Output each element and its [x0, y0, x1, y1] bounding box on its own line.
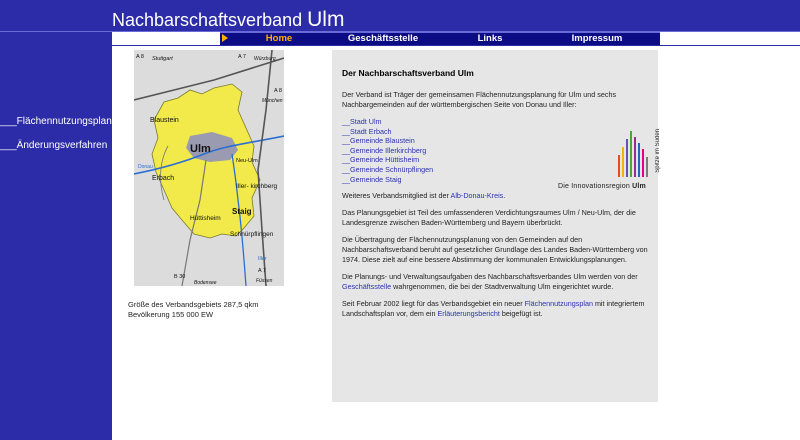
sidebar-nav [0, 112, 112, 156]
sidebar-item-flaechennutzungsplan[interactable]: ___Flächennutzungsplan [0, 116, 112, 127]
municipality-link-erbach[interactable]: __Stadt Erbach [342, 126, 392, 136]
plan-text-b: mit integriertem Landschaftsplan vor, dem ein [342, 299, 645, 319]
municipality-link-huettisheim[interactable]: __Gemeinde Hüttisheim [342, 155, 420, 165]
logo-bar [642, 149, 644, 177]
municipality-link-illerkirchberg[interactable]: __Gemeinde Illerkirchberg [342, 145, 427, 155]
map-label-stuttgart: Stuttgart [152, 56, 173, 62]
logo-bars [552, 125, 652, 181]
region-stats [128, 300, 259, 320]
map-label-neu-ulm: Neu-Ulm [236, 158, 258, 164]
map-label-muenchen: München [262, 98, 283, 104]
alb-donau-kreis-link[interactable]: Alb-Donau-Kreis [450, 191, 504, 201]
geschaeftsstelle-link[interactable]: Geschäftsstelle [342, 282, 392, 292]
logo-text-prefix: Die Innovationsregion [558, 183, 633, 190]
innovationsregion-logo [552, 125, 668, 201]
map-label-blaustein: Blaustein [150, 117, 179, 124]
content-panel [332, 50, 658, 402]
erlaeuterungsbericht-link[interactable]: Erläuterungsbericht [437, 309, 500, 319]
logo-bar [622, 147, 624, 177]
plan-text-c: beigefügt ist. [499, 309, 543, 319]
planning-area-paragraph: Das Planungsgebiet ist Teil des umfassenderen Verdichtungsraumes Ulm / Neu-Ulm, der die Landesgrenze zwischen Baden-Württemberg und Bayern überbrückt. [342, 208, 636, 228]
office-prefix: Die Planungs- und Verwaltungsaufgaben des Nachbarschaftsverbandes Ulm werden von der [342, 272, 638, 282]
map-label-bodensee: Bodensee [194, 280, 217, 286]
logo-bar [646, 157, 648, 177]
map-label-a7-bottom: A 7 [258, 268, 266, 274]
plan-paragraph [342, 299, 650, 319]
map-label-erbach: Erbach [152, 175, 175, 182]
logo-bar [630, 131, 632, 177]
logo-text [558, 183, 646, 190]
map-label-iller: Iller [258, 256, 267, 262]
menu-item-home[interactable]: Home [265, 33, 293, 44]
map-label-illerkirchberg: Iller- kirchberg [236, 183, 278, 190]
map-label-ulm: Ulm [190, 143, 211, 155]
sidebar-item-aenderungsverfahren[interactable]: ___Änderungsverfahren [0, 140, 108, 151]
municipality-link-schnuerpflingen[interactable]: __Gemeinde Schnürpflingen [342, 164, 434, 174]
main-menu [220, 32, 660, 45]
logo-bar [634, 137, 636, 177]
logo-bar [626, 139, 628, 177]
logo-bar [618, 155, 620, 177]
map-label-a8-top: A 8 [136, 54, 144, 60]
logo-text-city: Ulm [632, 183, 646, 190]
municipality-link-ulm[interactable]: __Stadt Ulm [342, 117, 382, 126]
region-map-svg [134, 50, 284, 286]
menu-item-impressum[interactable]: Impressum [571, 33, 623, 44]
map-label-fuessen: Füssen [256, 278, 273, 284]
map-label-schnuerpflingen: Schnürpflingen [230, 231, 274, 238]
plan-text-a: Seit Februar 2002 liegt für das Verbandsgebiet ein neuer [342, 299, 525, 309]
office-suffix: wahrgenommen, die bei der Stadtverwaltung Ulm eingerichtet wurde. [391, 282, 614, 292]
member-suffix: . [503, 191, 506, 201]
content-heading: Der Nachbarschaftsverband Ulm [342, 68, 474, 78]
active-arrow-icon [222, 34, 228, 42]
menu-item-links[interactable]: Links [477, 33, 503, 44]
left-sidebar-background [0, 0, 112, 440]
map-label-a8-right: A 8 [274, 88, 282, 94]
stats-population: Bevölkerung 155 000 EW [128, 310, 214, 319]
title-prefix: Nachbarschaftsverband [112, 10, 308, 30]
region-map [134, 50, 284, 286]
title-city: Ulm [307, 8, 345, 31]
map-label-donau: Donau [138, 164, 153, 170]
legal-basis-paragraph: Die Übertragung der Flächennutzungsplanung von den Gemeinden auf den Nachbarschaftsverband beruht auf gesetzlicher Grundlage des Landes Baden-Württemberg von 1974. Diese zielt auf eine bessere Abstimmung der kommunalen Entwicklungsplanungen. [342, 235, 648, 265]
logo-vertical-text: Spitze im Süden [655, 129, 661, 173]
page-title [112, 8, 344, 32]
office-paragraph [342, 272, 650, 292]
map-label-wuerzburg: Würzburg [254, 56, 276, 62]
logo-bar [638, 143, 640, 177]
content-intro: Der Verband ist Träger der gemeinsamen Flächennutzungsplanung für Ulm und sechs Nachbargemeinden auf der württembergischen Seite von Donau und Iller: [342, 90, 617, 109]
member-prefix: Weiteres Verbandsmitglied ist der [342, 191, 451, 201]
map-label-b30: B 30 [174, 274, 186, 280]
stats-area: Größe des Verbandsgebiets 287,5 qkm [128, 300, 259, 309]
map-label-a7-top: A 7 [238, 54, 246, 60]
flaechennutzungsplan-link[interactable]: Flächennutzungsplan [524, 299, 593, 309]
menu-divider [112, 45, 800, 46]
municipality-link-staig[interactable]: __Gemeinde Staig [342, 174, 402, 184]
map-label-staig: Staig [232, 207, 252, 216]
menu-item-geschaeftsstelle[interactable]: Geschäftsstelle [347, 33, 419, 44]
map-label-huettisheim: Hüttisheim [190, 215, 221, 222]
municipality-link-blaustein[interactable]: __Gemeinde Blaustein [342, 136, 415, 146]
